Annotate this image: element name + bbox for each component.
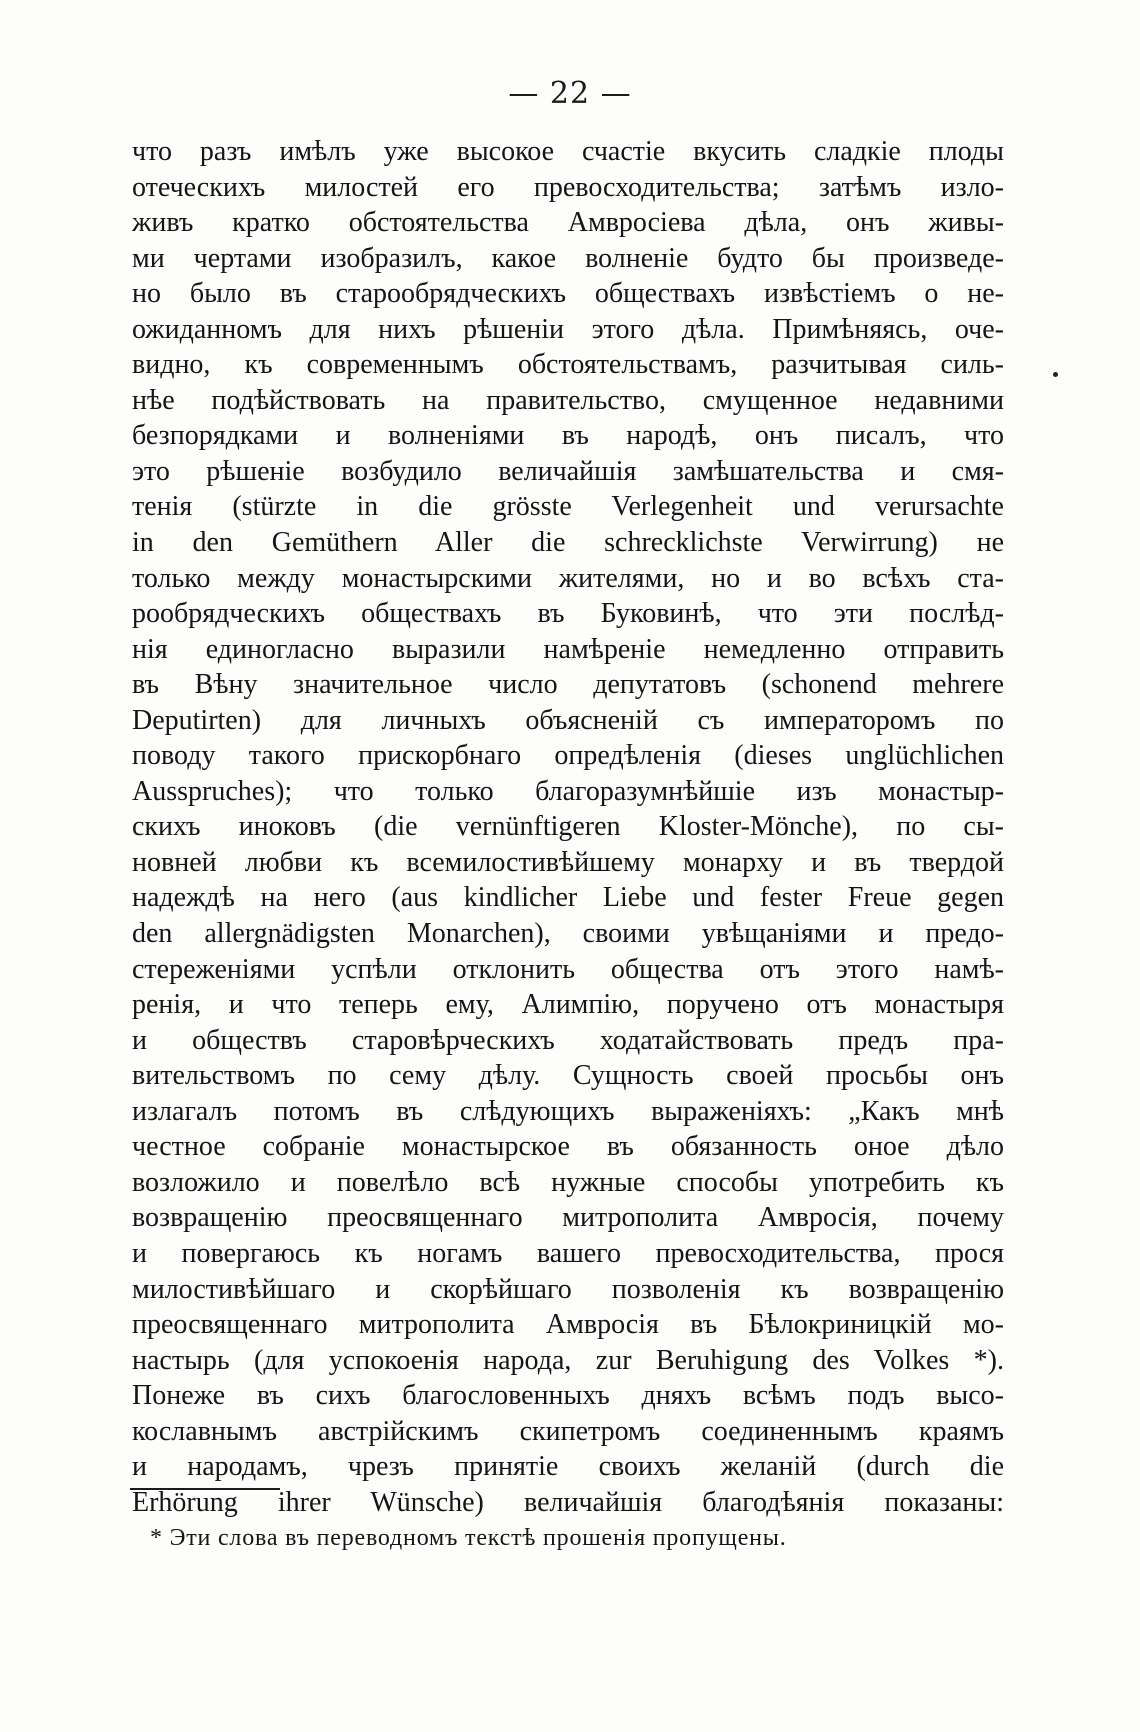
body-text [132, 134, 1004, 1520]
text-line: милостивѣйшаго и скорѣйшаго позволенія къ возвращенію [132, 1273, 1004, 1305]
text-line: Erhörung ihrer Wünsche) величайшія благодѣянія показаны: [132, 1486, 1004, 1518]
text-line: излагалъ потомъ въ слѣдующихъ выраженіяхъ: „Какъ мнѣ [132, 1095, 1004, 1127]
footnote: * Эти слова въ переводномъ текстѣ прошенія пропущены. [150, 1525, 787, 1551]
text-line: Понеже въ сихъ благословенныхъ дняхъ всѣмъ подъ высо- [132, 1380, 1004, 1412]
text-line: но было въ старообрядческихъ обществахъ извѣстіемъ о не- [132, 278, 1004, 310]
text-line: Ausspruches); что только благоразумнѣйшіе изъ монастыр- [132, 775, 1004, 807]
footnote-divider [130, 1488, 280, 1490]
text-line: и народамъ, чрезъ принятіе своихъ желаній (durch die [132, 1451, 1004, 1483]
text-line: den allergnädigsten Monarchen), своими увѣщаніями и предо- [132, 918, 1004, 950]
text-line: и обществъ старовѣрческихъ ходатайствовать предъ пра- [132, 1024, 1004, 1056]
print-speck [1053, 372, 1058, 377]
text-line: вительствомъ по сему дѣлу. Сущность своей просьбы онъ [132, 1060, 1004, 1092]
text-line: ренія, и что теперь ему, Алимпію, поручено отъ монастыря [132, 989, 1004, 1021]
text-line: преосвященнаго митрополита Амвросія въ Бѣлокриницкій мо- [132, 1309, 1004, 1341]
text-line: видно, къ современнымъ обстоятельствамъ, разчитывая силь- [132, 349, 1004, 381]
text-line: безпорядками и волненіями въ народѣ, онъ писалъ, что [132, 420, 1004, 452]
text-line: только между монастырскими жителями, но и во всѣхъ ста- [132, 562, 1004, 594]
text-line: новней любви къ всемилостивѣйшему монарху и въ твердой [132, 846, 1004, 878]
text-line: скихъ иноковъ (die vernünftigeren Kloster-Mönche), по сы- [132, 811, 1004, 843]
text-line: и повергаюсь къ ногамъ вашего превосходительства, прося [132, 1237, 1004, 1269]
text-line: настырь (для успокоенія народа, zur Beruhigung des Volkes *). [132, 1344, 1004, 1376]
text-line: кославнымъ австрійскимъ скипетромъ соединеннымъ краямъ [132, 1415, 1004, 1447]
page-number: — 22 — [508, 76, 632, 111]
text-line: честное собраніе монастырское въ обязанность оное дѣло [132, 1131, 1004, 1163]
text-line: ожиданномъ для нихъ рѣшеніи этого дѣла. Примѣняясь, оче- [132, 313, 1004, 345]
text-line: in den Gemüthern Aller die schrecklichste Verwirrung) не [132, 527, 1004, 559]
text-line: стереженіями успѣли отклонить общества отъ этого намѣ- [132, 953, 1004, 985]
text-line: это рѣшеніе возбудило величайшія замѣшательства и смя- [132, 455, 1004, 487]
text-line: ми чертами изобразилъ, какое волненіе будто бы произведе- [132, 242, 1004, 274]
text-line: Deputirten) для личныхъ объясненій съ императоромъ по [132, 704, 1004, 736]
text-line: возложило и повелѣло всѣ нужные способы употребить къ [132, 1166, 1004, 1198]
text-line: поводу такого прискорбнаго опредѣленія (dieses unglüchlichen [132, 740, 1004, 772]
text-line: что разъ имѣлъ уже высокое счастіе вкусить сладкіе плоды [132, 136, 1004, 167]
text-line: надеждѣ на него (aus kindlicher Liebe und fester Freue gegen [132, 882, 1004, 914]
text-line: живъ кратко обстоятельства Амвросіева дѣла, онъ живы- [132, 207, 1004, 239]
text-line: нѣе подѣйствовать на правительство, смущенное недавними [132, 384, 1004, 416]
text-line: рообрядческихъ обществахъ въ Буковинѣ, что эти послѣд- [132, 598, 1004, 630]
text-line: тенія (stürzte in die grösste Verlegenheit und verursachte [132, 491, 1004, 523]
text-line: въ Вѣну значительное число депутатовъ (schonend mehrere [132, 669, 1004, 701]
text-line: возвращенію преосвященнаго митрополита Амвросія, почему [132, 1202, 1004, 1234]
text-line: нія единогласно выразили намѣреніе немедленно отправить [132, 633, 1004, 665]
text-line: отеческихъ милостей его превосходительства; затѣмъ изло- [132, 171, 1004, 203]
